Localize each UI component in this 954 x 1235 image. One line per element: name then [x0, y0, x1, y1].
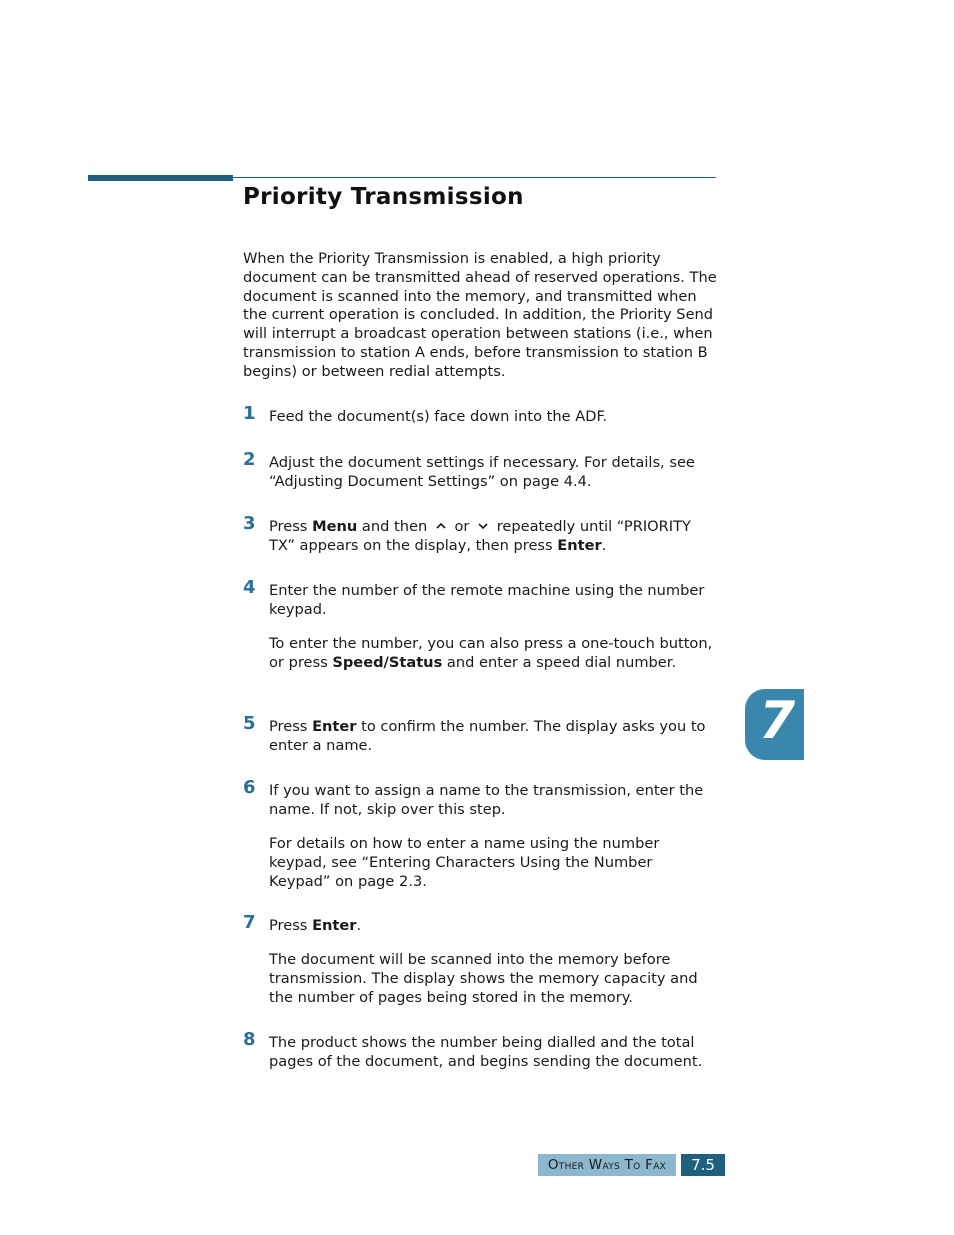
enter-key-label: Enter [312, 917, 357, 934]
footer-page-number: 7.5 [681, 1154, 725, 1176]
step-text: Press Enter. [269, 917, 362, 934]
step-5 [243, 713, 718, 755]
enter-key-label: Enter [557, 537, 602, 554]
step-number: 4 [243, 577, 256, 598]
step-6 [243, 777, 718, 891]
step-text: Press Menu and then or repeatedly until “PRIORITY TX” appears on the display, then press Enter. [269, 518, 691, 554]
step-3 [243, 513, 718, 555]
step-7 [243, 912, 718, 1007]
step-number: 2 [243, 449, 256, 470]
enter-key-label: Enter [312, 718, 357, 735]
heading-rule-thick [88, 175, 233, 181]
intro-paragraph: When the Priority Transmission is enabled, a high priority document can be transmitted ahead of reserved operations. The document is scanned into the memory, and transmitted when the current operation is concluded. In addition, the Priority Send will interrupt a broadcast operation between stations (i.e., when transmission to station A ends, before transmission to station B begins) or between redial attempts. [243, 250, 717, 380]
step-2 [243, 449, 718, 491]
step-text: Press Enter to confirm the number. The display asks you to enter a name. [269, 718, 706, 754]
step-number: 3 [243, 513, 256, 534]
chevron-up-icon [432, 519, 450, 533]
step-number: 8 [243, 1029, 256, 1050]
footer-section-label: Other Ways To Fax [538, 1154, 676, 1176]
step-note: For details on how to enter a name using the number keypad, see “Entering Characters Using the Number Keypad” on page 2.3. [269, 835, 660, 890]
menu-key-label: Menu [312, 518, 358, 535]
step-number: 7 [243, 912, 256, 933]
step-4 [243, 577, 718, 672]
step-text: If you want to assign a name to the transmission, enter the name. If not, skip over this step. [269, 782, 704, 818]
step-note: To enter the number, you can also press a one-touch button, or press Speed/Status and enter a speed dial number. [269, 635, 713, 671]
page-title: Priority Transmission [243, 184, 524, 210]
step-text: Adjust the document settings if necessary. For details, see “Adjusting Document Settings” on page 4.4. [269, 454, 695, 490]
step-8 [243, 1029, 718, 1071]
step-text: Feed the document(s) face down into the ADF. [269, 408, 608, 425]
step-number: 5 [243, 713, 256, 734]
chapter-tab [745, 689, 804, 760]
step-text: The product shows the number being dialled and the total pages of the document, and begins sending the document. [269, 1034, 703, 1070]
chapter-number: 7 [759, 691, 796, 751]
step-number: 1 [243, 403, 256, 424]
step-1 [243, 403, 718, 426]
step-note: The document will be scanned into the memory before transmission. The display shows the memory capacity and the number of pages being stored in the memory. [269, 951, 698, 1006]
step-text: Enter the number of the remote machine using the number keypad. [269, 582, 705, 618]
step-number: 6 [243, 777, 256, 798]
chevron-down-icon [474, 519, 492, 533]
heading-rule-thin [233, 177, 716, 178]
speed-status-key-label: Speed/Status [332, 654, 443, 671]
